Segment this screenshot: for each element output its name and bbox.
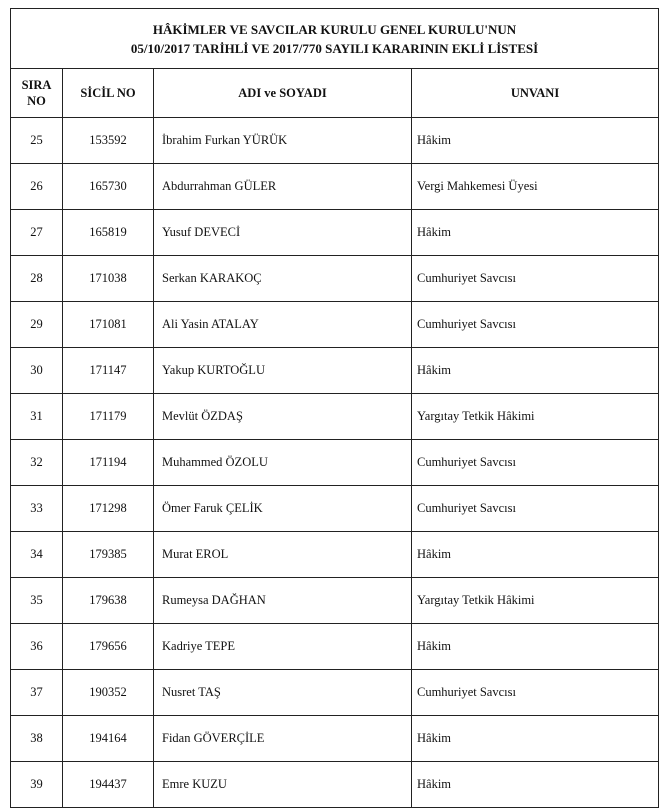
- row-sira-no: 32: [11, 440, 63, 486]
- row-sira-no: 34: [11, 532, 63, 578]
- row-title: Cumhuriyet Savcısı: [412, 440, 659, 486]
- row-title: Yargıtay Tetkik Hâkimi: [412, 578, 659, 624]
- table-row: [11, 670, 659, 716]
- header-sicil-no: SİCİL NO: [63, 69, 154, 118]
- row-sicil-no: 179385: [63, 532, 154, 578]
- header-sira-no: [11, 69, 63, 118]
- row-name: İbrahim Furkan YÜRÜK: [154, 118, 412, 164]
- row-sira-no: 28: [11, 256, 63, 302]
- row-name: Ali Yasin ATALAY: [154, 302, 412, 348]
- document-title: [11, 9, 659, 69]
- row-title: Cumhuriyet Savcısı: [412, 302, 659, 348]
- row-sira-no: 25: [11, 118, 63, 164]
- row-title: Hâkim: [412, 762, 659, 808]
- row-title: Yargıtay Tetkik Hâkimi: [412, 394, 659, 440]
- row-name: Yusuf DEVECİ: [154, 210, 412, 256]
- row-name: Yakup KURTOĞLU: [154, 348, 412, 394]
- table-row: [11, 348, 659, 394]
- table-row: [11, 256, 659, 302]
- row-sira-no: 30: [11, 348, 63, 394]
- table-row: [11, 394, 659, 440]
- row-title: Cumhuriyet Savcısı: [412, 256, 659, 302]
- table-row: [11, 532, 659, 578]
- row-sicil-no: 179656: [63, 624, 154, 670]
- row-sira-no: 31: [11, 394, 63, 440]
- row-name: Ömer Faruk ÇELİK: [154, 486, 412, 532]
- table-row: [11, 302, 659, 348]
- header-title: UNVANI: [412, 69, 659, 118]
- row-sicil-no: 171147: [63, 348, 154, 394]
- row-sicil-no: 179638: [63, 578, 154, 624]
- header-sira-line2: NO: [27, 94, 46, 108]
- table-row: [11, 716, 659, 762]
- row-name: Muhammed ÖZOLU: [154, 440, 412, 486]
- row-sicil-no: 165819: [63, 210, 154, 256]
- row-sicil-no: 165730: [63, 164, 154, 210]
- row-name: Fidan GÖVERÇİLE: [154, 716, 412, 762]
- row-name: Rumeysa DAĞHAN: [154, 578, 412, 624]
- table-row: [11, 762, 659, 808]
- title-line-1: HÂKİMLER VE SAVCILAR KURULU GENEL KURULU'NUN: [152, 22, 517, 37]
- row-sira-no: 36: [11, 624, 63, 670]
- row-name: Emre KUZU: [154, 762, 412, 808]
- row-sira-no: 38: [11, 716, 63, 762]
- row-name: Serkan KARAKOÇ: [154, 256, 412, 302]
- row-sira-no: 29: [11, 302, 63, 348]
- row-title: Hâkim: [412, 532, 659, 578]
- row-title: Hâkim: [412, 348, 659, 394]
- title-line-2: 05/10/2017 TARİHLİ VE 2017/770 SAYILI KARARININ EKLİ LİSTESİ: [130, 41, 539, 56]
- table-row: [11, 578, 659, 624]
- row-sicil-no: 171081: [63, 302, 154, 348]
- row-title: Hâkim: [412, 210, 659, 256]
- row-sira-no: 26: [11, 164, 63, 210]
- row-name: Abdurrahman GÜLER: [154, 164, 412, 210]
- row-title: Hâkim: [412, 716, 659, 762]
- table-row: [11, 210, 659, 256]
- row-sira-no: 35: [11, 578, 63, 624]
- row-name: Mevlüt ÖZDAŞ: [154, 394, 412, 440]
- row-sicil-no: 171298: [63, 486, 154, 532]
- row-sira-no: 33: [11, 486, 63, 532]
- row-title: Hâkim: [412, 624, 659, 670]
- row-sira-no: 37: [11, 670, 63, 716]
- table-row: [11, 486, 659, 532]
- header-sira-line1: SIRA: [21, 78, 52, 92]
- row-sicil-no: 171038: [63, 256, 154, 302]
- header-row: [11, 69, 659, 118]
- row-sira-no: 39: [11, 762, 63, 808]
- row-sicil-no: 171179: [63, 394, 154, 440]
- header-name: ADI ve SOYADI: [154, 69, 412, 118]
- row-name: Murat EROL: [154, 532, 412, 578]
- row-title: Hâkim: [412, 118, 659, 164]
- row-sicil-no: 190352: [63, 670, 154, 716]
- row-name: Kadriye TEPE: [154, 624, 412, 670]
- row-sicil-no: 194164: [63, 716, 154, 762]
- row-sicil-no: 153592: [63, 118, 154, 164]
- table-row: [11, 440, 659, 486]
- row-title: Cumhuriyet Savcısı: [412, 486, 659, 532]
- table-row: [11, 118, 659, 164]
- row-sicil-no: 194437: [63, 762, 154, 808]
- table-body: [11, 118, 659, 808]
- row-sicil-no: 171194: [63, 440, 154, 486]
- row-name: Nusret TAŞ: [154, 670, 412, 716]
- table-row: [11, 624, 659, 670]
- table-row: [11, 164, 659, 210]
- document-page: [10, 8, 658, 794]
- row-sira-no: 27: [11, 210, 63, 256]
- personnel-table: [10, 8, 659, 808]
- row-title: Cumhuriyet Savcısı: [412, 670, 659, 716]
- row-title: Vergi Mahkemesi Üyesi: [412, 164, 659, 210]
